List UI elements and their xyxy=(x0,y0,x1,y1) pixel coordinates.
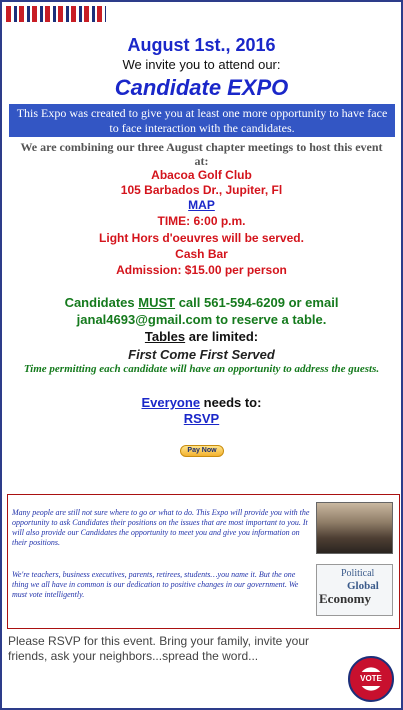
invite-text: We invite you to attend our: xyxy=(122,57,281,72)
cloud-word-economy: Economy xyxy=(319,591,371,606)
candidates-prefix: Candidates xyxy=(64,295,139,310)
map-link[interactable]: MAP xyxy=(188,198,215,212)
event-time: TIME: 6:00 p.m. xyxy=(157,214,246,228)
word-cloud-image xyxy=(316,564,393,616)
rsvp-link-row xyxy=(2,411,401,427)
venue-address: 105 Barbados Dr., Jupiter, Fl xyxy=(120,183,283,197)
cloud-word-political: Political xyxy=(341,568,375,579)
map-link-row xyxy=(2,198,401,213)
candidates-call-line xyxy=(2,295,401,310)
address-guests-note: Time permitting each candidate will have an opportunity to address the guests. xyxy=(23,363,380,375)
event-date: August 1st., 2016 xyxy=(127,35,276,55)
everyone-line xyxy=(2,395,401,410)
cloud-word-global: Global xyxy=(347,580,379,592)
everyone-word: Everyone xyxy=(141,395,201,410)
vote-badge-label: VOTE xyxy=(356,672,386,686)
expo-crowd-photo xyxy=(316,502,393,554)
first-come-text: First Come First Served xyxy=(128,347,275,362)
every-vote-counts-logo xyxy=(348,656,394,702)
purpose-banner: This Expo was created to give you at least one more opportunity to have face to face interaction with the candidates. xyxy=(9,104,395,137)
footer-text: Please RSVP for this event. Bring your family, invite your friends, ask your neighbors...spread the word... xyxy=(8,634,310,663)
needs-suffix: needs to: xyxy=(200,395,262,410)
event-title: Candidate EXPO xyxy=(114,75,289,100)
flag-banner-image xyxy=(6,6,106,22)
tables-suffix: are limited: xyxy=(185,329,259,344)
pay-now-button[interactable]: Pay Now xyxy=(180,445,224,457)
venue-name: Abacoa Golf Club xyxy=(151,168,252,182)
rsvp-link[interactable]: RSVP xyxy=(183,411,220,426)
call-phone-text: call 561-594-6209 or email xyxy=(175,295,339,310)
email-line: janal4693@gmail.com to reserve a table. xyxy=(76,312,327,327)
bar-note: Cash Bar xyxy=(175,247,228,261)
food-note: Light Hors d'oeuvres will be served. xyxy=(99,231,304,245)
info-paragraph-2: We're teachers, business executives, parents, retirees, students…you name it. But the one thing we all have in common is our dedication to positive changes in our government. We must vote intelligently. xyxy=(12,570,299,599)
tables-word: Tables xyxy=(144,329,186,344)
combining-text: We are combining our three August chapter meetings to host this event at: xyxy=(20,140,383,168)
tables-line xyxy=(2,329,401,344)
must-emphasis: MUST xyxy=(138,295,176,310)
admission-price: Admission: $15.00 per person xyxy=(116,263,287,277)
info-paragraph-1: Many people are still not sure where to go or what to do. This Expo will provide you with the opportunity to ask Candidates their positions on the issues that are most important to you. It will also provide our Candidates the opportunity to meet you and give you information on their positions. xyxy=(12,508,310,547)
